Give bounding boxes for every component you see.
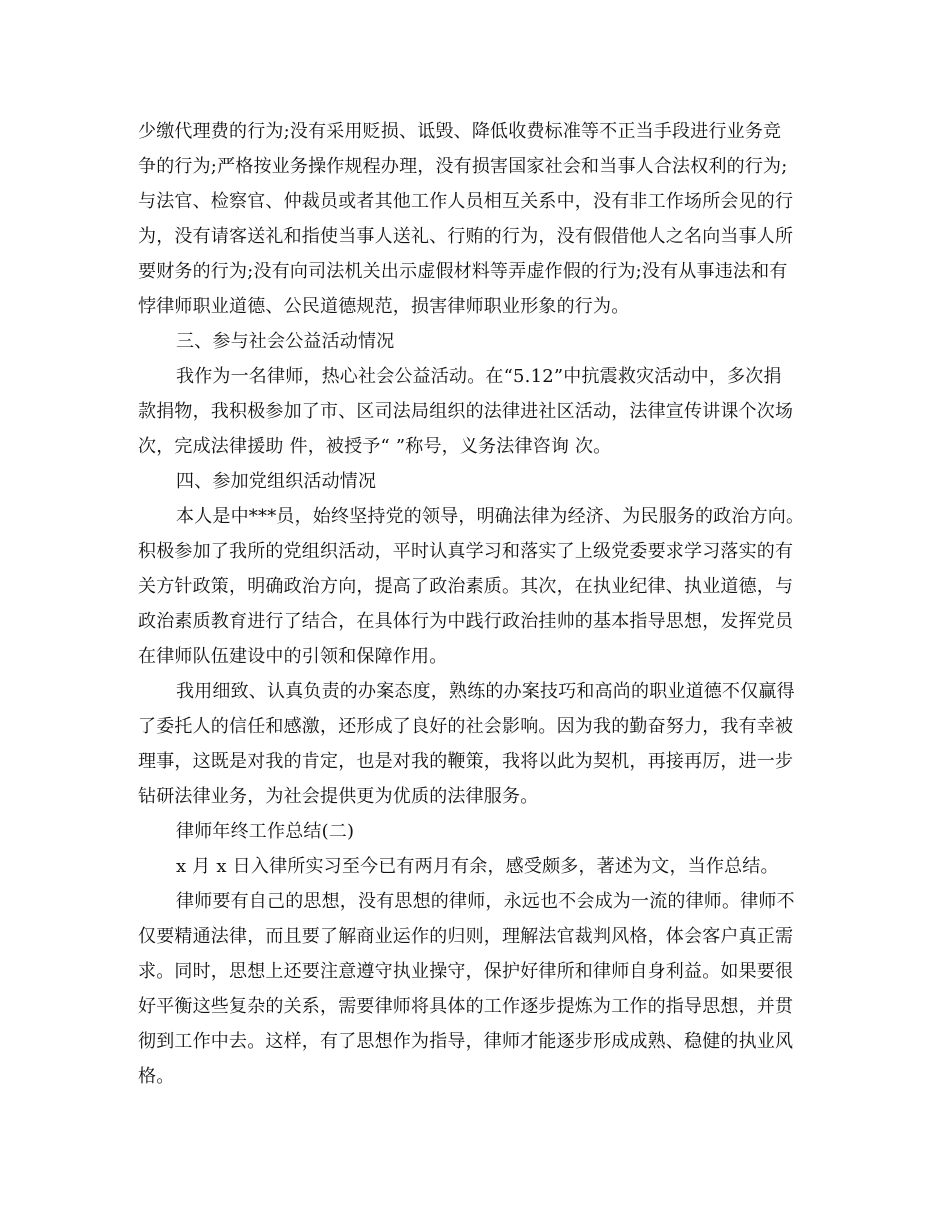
text-line: 我作为一名律师，热心社会公益活动。在“5.12”中抗震救灾活动中，多次捐 [176, 366, 782, 387]
text-line: 理事，这既是对我的肯定，也是对我的鞭策，我将以此为契机，再接再厉，进一步 [138, 751, 794, 772]
text-line: 少缴代理费的行为;没有采用贬损、诋毁、降低收费标准等不正当手段进行业务竞 [138, 121, 782, 142]
text-line: 我用细致、认真负责的办案态度，熟练的办案技巧和高尚的职业道德不仅赢得 [176, 681, 795, 702]
text-line: 次，完成法律援助 件，被授予“ ”称号，义务法律咨询 次。 [138, 436, 612, 457]
text-line: 本人是中***员，始终坚持党的领导，明确法律为经济、为民服务的政治方向。 [176, 506, 805, 527]
text-line: 积极参加了我所的党组织活动，平时认真学习和落实了上级党委要求学习落实的有 [138, 541, 794, 562]
text-line: 求。同时，思想上还要注意遵守执业操守，保护好律所和律师自身利益。如果要很 [138, 961, 794, 982]
text-line: 与法官、检察官、仲裁员或者其他工作人员相互关系中，没有非工作场所会见的行 [138, 191, 794, 212]
section-heading: 律师年终工作总结(二) [176, 821, 355, 842]
text-line: 律师要有自己的思想，没有思想的律师，永远也不会成为一流的律师。律师不 [176, 891, 795, 912]
section-heading: 四、参加党组织活动情况 [176, 471, 377, 492]
text-line: 悖律师职业道德、公民道德规范，损害律师职业形象的行为。 [138, 296, 630, 317]
text-line: 了委托人的信任和感激，还形成了良好的社会影响。因为我的勤奋努力，我有幸被 [138, 716, 794, 737]
text-line: 格。 [138, 1066, 175, 1087]
text-line: 款捐物，我积极参加了市、区司法局组织的法律进社区活动，法律宣传讲课个次场 [138, 401, 794, 422]
text-line: 为，没有请客送礼和指使当事人送礼、行贿的行为，没有假借他人之名向当事人所 [138, 226, 794, 247]
text-line: 彻到工作中去。这样，有了思想作为指导，律师才能逐步形成成熟、稳健的执业风 [138, 1031, 794, 1052]
text-line: x 月 x 日入律所实习至今已有两月有余，感受颇多，著述为文，当作总结。 [176, 856, 779, 877]
text-line: 好平衡这些复杂的关系，需要律师将具体的工作逐步提炼为工作的指导思想，并贯 [138, 996, 794, 1017]
text-line: 在律师队伍建设中的引领和保障作用。 [138, 646, 448, 667]
text-line: 政治素质教育进行了结合，在具体行为中践行政治挂帅的基本指导思想，发挥党员 [138, 611, 794, 632]
text-line: 要财务的行为;没有向司法机关出示虚假材料等弄虚作假的行为;没有从事违法和有 [138, 261, 788, 282]
text-line: 关方针政策，明确政治方向，提高了政治素质。其次，在执业纪律、执业道德，与 [138, 576, 794, 597]
text-line: 争的行为;严格按业务操作规程办理，没有损害国家社会和当事人合法权利的行为; [138, 156, 788, 177]
section-heading: 三、参与社会公益活动情况 [176, 331, 395, 352]
text-line: 仅要精通法律，而且要了解商业运作的归则，理解法官裁判风格，体会客户真正需 [138, 926, 794, 947]
text-line: 钻研法律业务，为社会提供更为优质的法律服务。 [138, 786, 539, 807]
